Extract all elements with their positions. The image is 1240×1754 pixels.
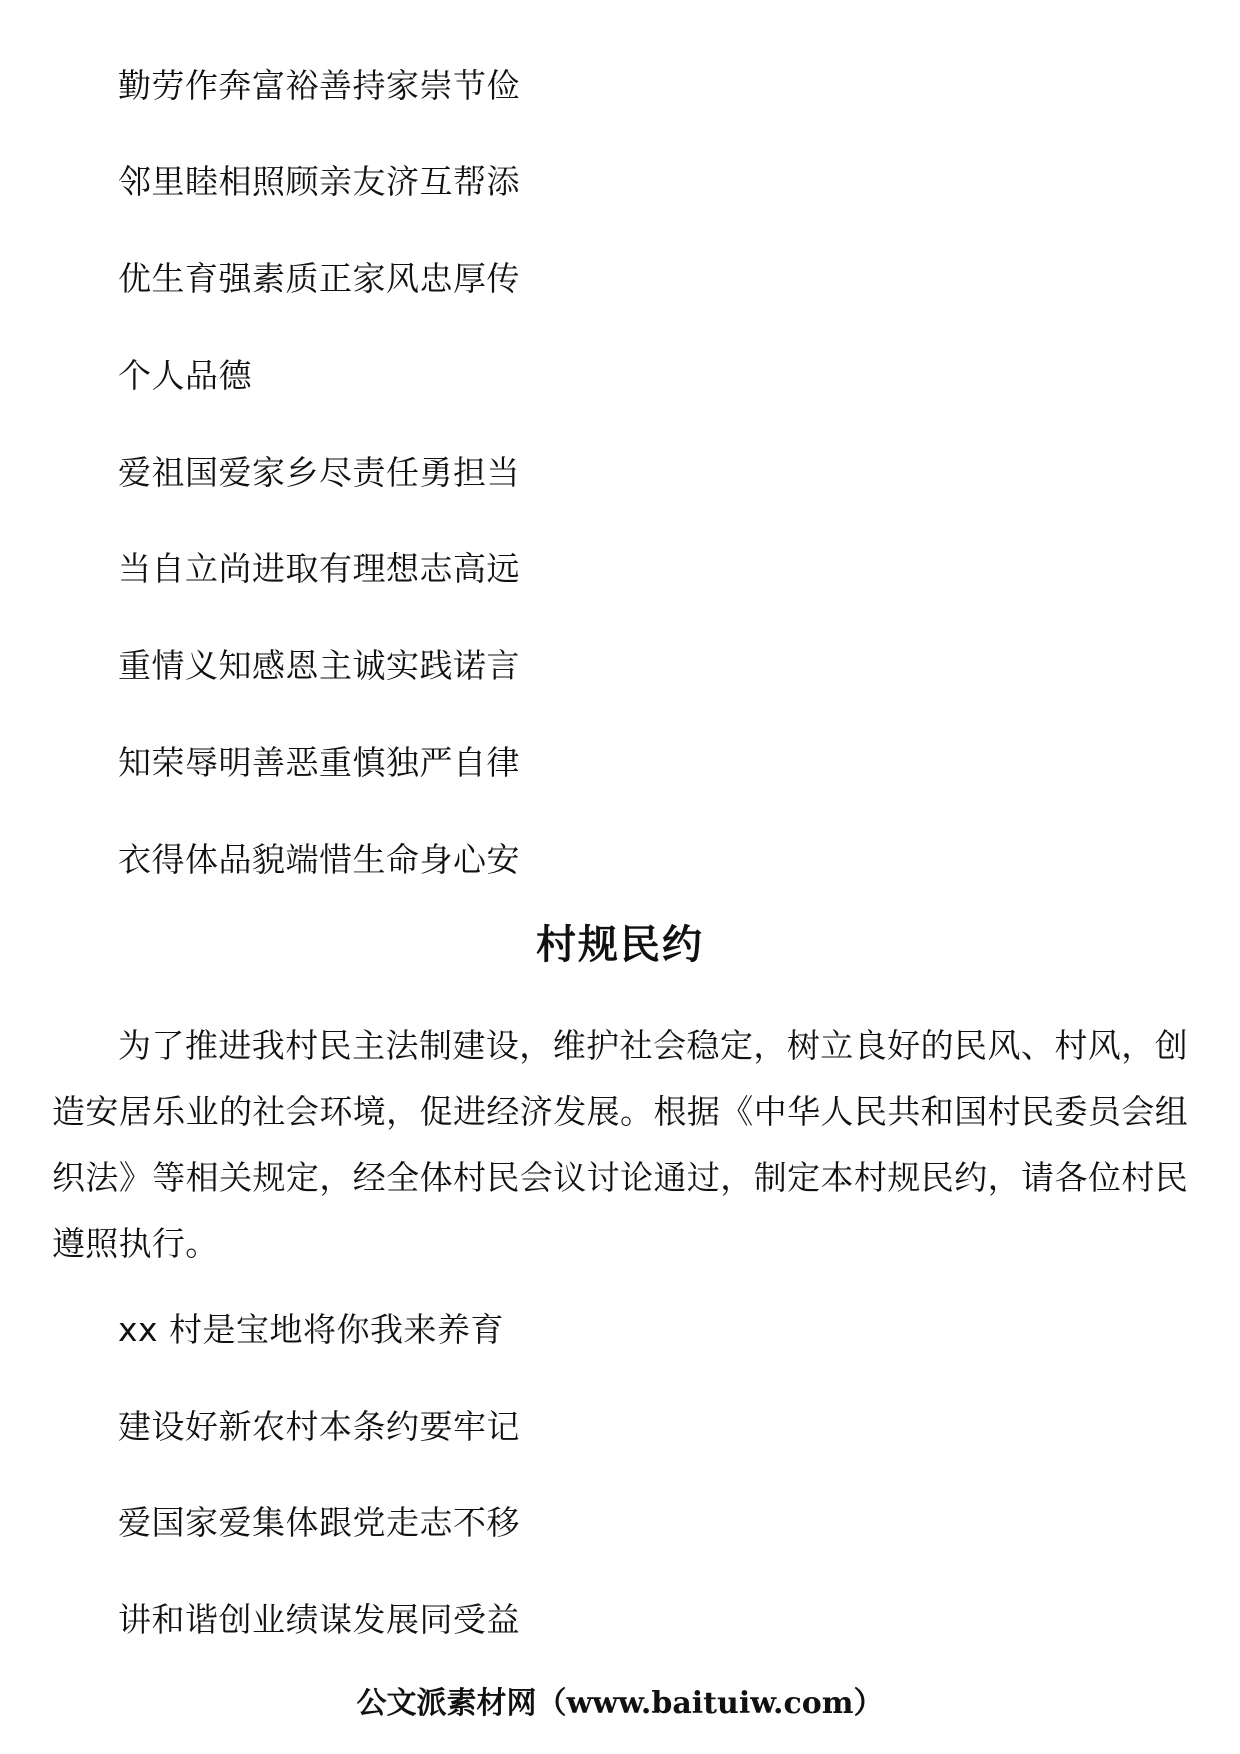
verse-line: 优生育强素质正家风忠厚传 xyxy=(118,259,520,298)
footer-source: 公文派素材网（www.baituiw.com） xyxy=(356,1686,884,1721)
verse-line: 重情义知感恩主诚实践诺言 xyxy=(118,646,520,685)
verse-line: 衣得体品貌端惜生命身心安 xyxy=(118,840,520,879)
intro-paragraph: 为了推进我村民主法制建设，维护社会稳定，树立良好的民风、村风，创造安居乐业的社会环境，促进经济发展。根据《中华人民共和国村民委员会组织法》等相关规定，经全体村民会议讨论通过，制定本村规民约，请各位村民遵照执行。 xyxy=(52,1026,1188,1263)
section-title: 村规民约 xyxy=(536,922,704,968)
verse-line: 建设好新农村本条约要牢记 xyxy=(118,1407,520,1446)
verse-line: 知荣辱明善恶重慎独严自律 xyxy=(118,743,520,782)
verse-line: xx 村是宝地将你我来养育 xyxy=(118,1310,505,1349)
verse-line: 邻里睦相照顾亲友济互帮添 xyxy=(118,162,520,201)
section-subheading: 个人品德 xyxy=(118,356,252,395)
verse-line: 爱国家爱集体跟党走志不移 xyxy=(118,1503,520,1542)
verse-line: 勤劳作奔富裕善持家崇节俭 xyxy=(118,66,520,105)
verse-line: 爱祖国爱家乡尽责任勇担当 xyxy=(118,453,520,492)
verse-line: 讲和谐创业绩谋发展同受益 xyxy=(118,1600,520,1639)
verse-line: 当自立尚进取有理想志高远 xyxy=(118,549,520,588)
